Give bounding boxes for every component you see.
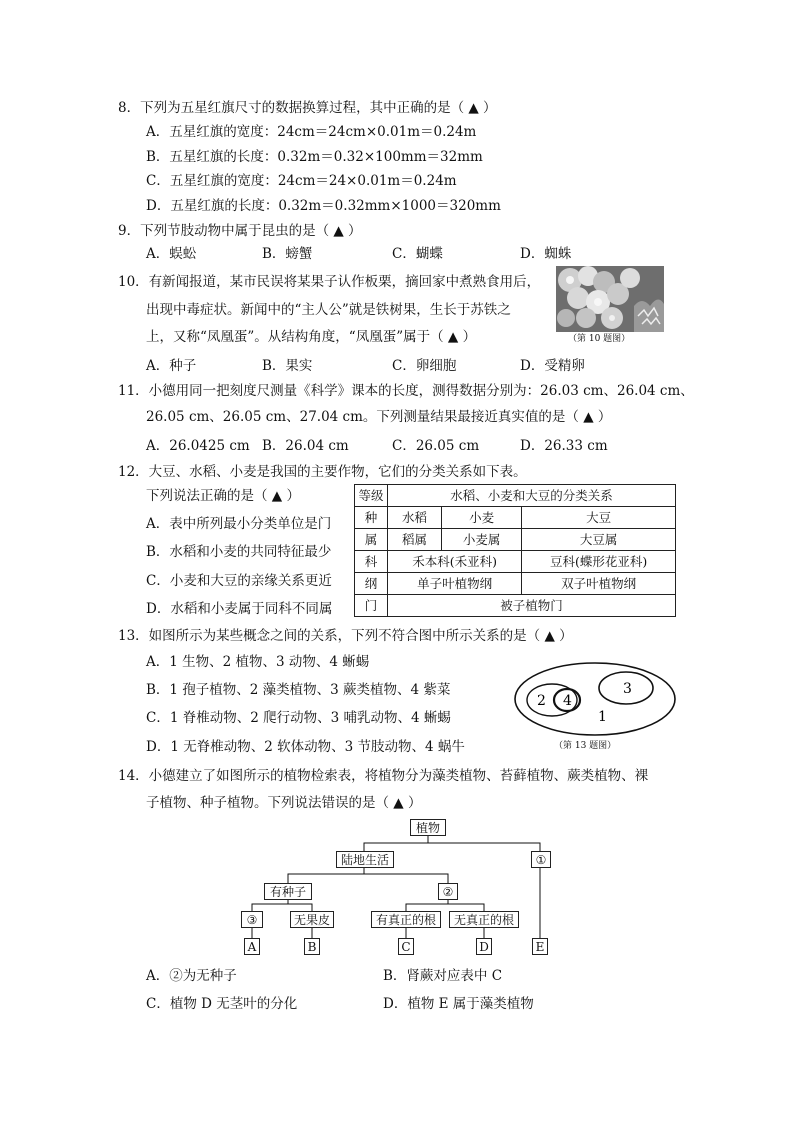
q14-option-a: A．②为无种子 [146,968,237,984]
q13-option-a: A．1 生物、2 植物、3 动物、4 蜥蜴 [146,654,370,670]
table-cell: 双子叶植物纲 [522,573,676,595]
q9-option-b: B．螃蟹 [262,246,313,262]
q14-line-1: 14．小德建立了如图所示的植物检索表，将植物分为藻类植物、苔藓植物、蕨类植物、裸 [118,768,649,784]
q10-line-2: 出现中毒症状。新闻中的“主人公”就是铁树果，生长于苏铁之 [146,302,511,318]
q10-option-a: A．种子 [146,358,197,374]
q11-line-2: 26.05 cm、26.05 cm、27.04 cm。下列测量结果最接近真实值的是（ ▲ ） [146,409,612,425]
venn-label-2: 2 [537,693,546,709]
q8-option-a: A．五星红旗的宽度：24cm＝24cm×0.01m＝0.24m [146,124,477,140]
tree-node-3: ③ [241,911,263,928]
q9-option-c: C．蝴蝶 [392,246,443,262]
tree-node-seed: 有种子 [264,883,312,900]
rank-family: 科 [355,551,388,573]
q12-stem: 12．大豆、水稻、小麦是我国的主要作物，它们的分类关系如下表。 [118,464,527,480]
table-cell: 稻属 [388,529,442,551]
table-cell: 小麦 [442,507,522,529]
tree-leaf-b: B [304,938,320,955]
table-cell: 大豆属 [522,529,676,551]
table-cell: 被子植物门 [388,595,676,617]
q14-option-d: D．植物 E 属于藻类植物 [383,996,534,1012]
table-cell: 水稻 [388,507,442,529]
q8-option-c: C．五星红旗的宽度：24cm＝24×0.01m＝0.24m [146,173,457,189]
rank-class: 纲 [355,573,388,595]
table-cell: 大豆 [522,507,676,529]
q11-option-d: D．26.33 cm [520,438,608,454]
q13-option-b: B．1 孢子植物、2 藻类植物、3 蕨类植物、4 紫菜 [146,682,451,698]
venn-label-1: 1 [598,709,607,725]
q11-option-a: A．26.0425 cm [146,438,250,454]
venn-label-4: 4 [563,693,572,709]
table-cell: 小麦属 [442,529,522,551]
rank-genus: 属 [355,529,388,551]
q10-line-1: 10．有新闻报道，某市民误将某果子认作板栗，摘回家中煮熟食用后， [118,274,541,290]
rank-phylum: 门 [355,595,388,617]
rank-species: 种 [355,507,388,529]
tree-node-2: ② [438,883,458,900]
tree-node-plant: 植物 [410,819,446,836]
tree-node-true-root: 有真正的根 [371,911,441,928]
q8-option-b: B．五星红旗的长度：0.32m＝0.32×100mm＝32mm [146,149,483,165]
q13-option-d: D．1 无脊椎动物、2 软体动物、3 节肢动物、4 蜗牛 [146,739,465,755]
q10-option-c: C．卵细胞 [392,358,457,374]
tree-leaf-c: C [398,938,414,955]
q12-option-d: D．水稻和小麦属于同科不同属 [146,601,333,617]
q13-option-c: C．1 脊椎动物、2 爬行动物、3 哺乳动物、4 蜥蜴 [146,710,451,726]
q10-figure-caption: （第 10 题图） [568,334,631,344]
q9-option-d: D．蜘蛛 [520,246,572,262]
tree-node-no-true-root: 无真正的根 [449,911,519,928]
q9-stem: 9．下列节肢动物中属于昆虫的是（ ▲ ） [118,223,362,239]
tree-leaf-e: E [532,938,548,955]
q10-option-d: D．受精卵 [520,358,585,374]
tree-node-land: 陆地生活 [336,851,394,868]
q12-option-b: B．水稻和小麦的共同特征最少 [146,544,332,560]
q14-line-2: 子植物、种子植物。下列说法错误的是（ ▲ ） [146,795,422,811]
venn-label-3: 3 [623,681,632,697]
q12-sub: 下列说法正确的是（ ▲ ） [146,488,300,504]
q11-option-c: C．26.05 cm [392,438,480,454]
q12-option-c: C．小麦和大豆的亲缘关系更近 [146,573,332,589]
tree-node-no-peel: 无果皮 [290,911,334,928]
table-header-title: 水稻、小麦和大豆的分类关系 [388,485,676,507]
q8-stem: 8．下列为五星红旗尺寸的数据换算过程，其中正确的是（ ▲ ） [118,100,497,116]
q14-option-c: C．植物 D 无茎叶的分化 [146,996,298,1012]
q12-option-a: A．表中所列最小分类单位是门 [146,516,332,532]
tree-node-1: ① [531,851,551,868]
q9-option-a: A．蜈蚣 [146,246,197,262]
tree-leaf-d: D [476,938,492,955]
q8-option-d: D．五星红旗的长度：0.32m＝0.32mm×1000＝320mm [146,198,501,214]
table-cell: 豆科(蝶形花亚科) [522,551,676,573]
table-cell: 单子叶植物纲 [388,573,522,595]
q10-line-3: 上，又称“凤凰蛋”。从结构角度，“凤凰蛋”属于（ ▲ ） [146,329,477,345]
q11-line-1: 11．小德用同一把刻度尺测量《科学》课本的长度，测得数据分别为：26.03 cm、26.04 cm、 [118,383,694,399]
tree-leaf-a: A [244,938,260,955]
q10-option-b: B．果实 [262,358,313,374]
table-header-label: 等级 [355,485,388,507]
q13-stem: 13．如图所示为某些概念之间的关系，下列不符合图中所示关系的是（ ▲ ） [118,628,573,644]
q11-option-b: B．26.04 cm [262,438,349,454]
q13-figure-caption: （第 13 题图） [554,741,617,751]
q14-option-b: B．肾蕨对应表中 C [383,968,503,984]
table-cell: 禾本科(禾亚科) [388,551,522,573]
